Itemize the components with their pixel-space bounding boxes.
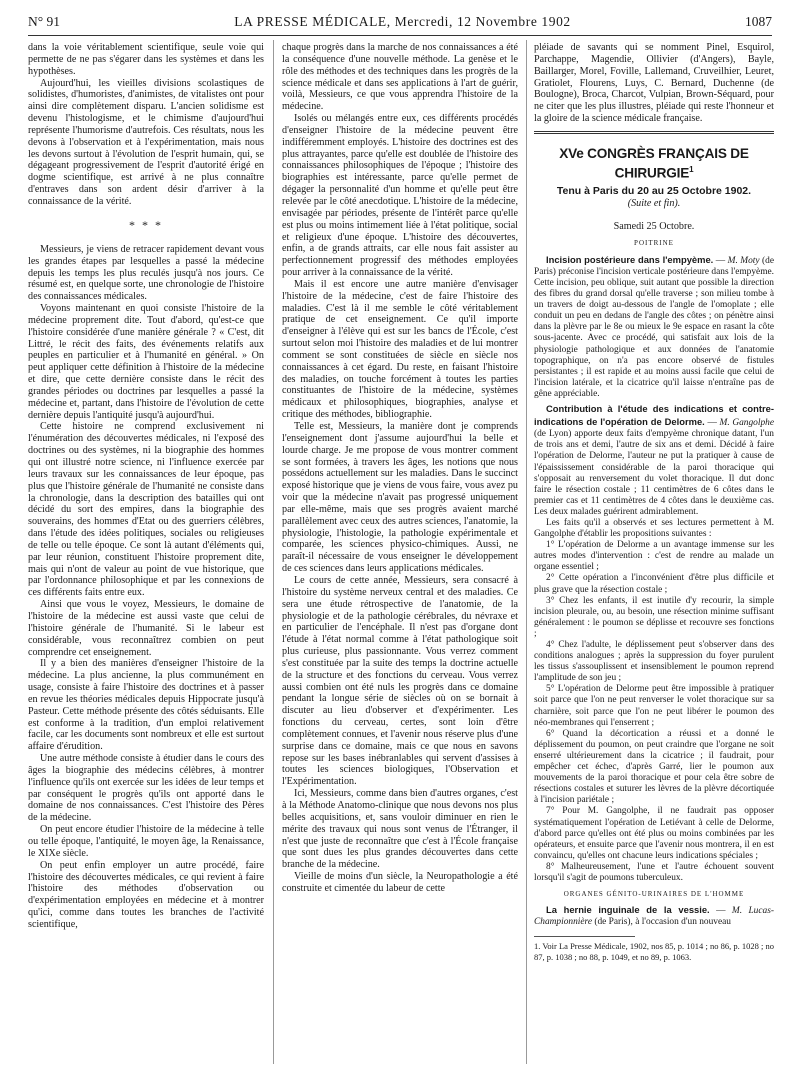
- footnote-rule: [534, 936, 635, 937]
- report-title: La hernie inguinale de la vessie.: [546, 904, 710, 916]
- column-2: [282, 42, 518, 895]
- paragraph: Le cours de cette année, Messieurs, sera consacré à l'histoire du système nerveux central et des maladies. Ce sera une étude rétrospective de l'anatomie, de la physiologie et de la pathologie cérébrales, du névraxe et en particulier de l'encéphale. Il n'est pas d'organe dont l'étude à l'état normal comme à l'état pathologique soit plus curieuse, plus passionnante. Vous verrez comment s'est constituée par la suite des temps la doctrine actuelle de la structure et des fonctions du cerveau. Vous verrez aussi combien ont été nuls les progrès dans ce domaine pendant la longue série de siècles où on se bornait à discuter au lieu d'observer et d'expérimenter. Les fonctions du cerveau, certes, sont loin d'être complètement connues, et l'avenir nous réserve plus d'une surprise dans ce domaine, mais ce que nous en savons repose sur les bases inébranlables qui servent d'assises à toutes les sciences biologiques, l'Observation et l'Expérimentation.: [282, 574, 518, 788]
- report-text: (de Lyon) apporte deux faits d'empyème chronique datant, l'un de trois ans et demi, l'autre de six ans et demi. Décidé à faire l'opération de Delorme, l'auteur ne put la pratiquer à cause de l'épaississement considérable de la paroi thoracique qui s'opposait au renversement du volet thoracique. Il dut donc faire le résection costale ; 11 centimètres de 6 côtes dans le premier cas et 11 centimètres de 4 côtes dans le deuxième cas. Les deux malades guérirent admirablement.: [534, 429, 774, 517]
- column-3: [534, 42, 774, 962]
- paragraph: Les faits qu'il a observés et ses lectures permettent à M. Gangolphe d'établir les propositions suivantes :: [534, 517, 774, 540]
- report-author: M. Lucas-Championnière: [534, 906, 774, 928]
- proposition: 3° Chez les enfants, il est inutile d'y recourir, la simple incision pleurale, ou, au besoin, une résection minime suffisant généralement : le poumon se déplisse et recouvre ses fonctions ;: [534, 595, 774, 639]
- paragraph: Aujourd'hui, les vieilles divisions scolastiques de solidistes, d'humoristes, d'animistes, de vitalistes ont pour ainsi dire complètement disparu. L'ancien solidisme est devenu l'histologisme, et le chimisme d'aujourd'hui représente l'humorisme d'autrefois. Ces résultats, nous les devons à l'observation et à l'expérimentation, mais nous les devons surtout à l'évolution de l'esprit humain, qui, se dégageant progressivement de l'esprit d'autorité érigé en dogme scientifique, est arrivé à ne plus connaître d'entraves dans son ardent désir d'arriver à la connaissance de la vérité.: [28, 77, 264, 207]
- report-author: M. Moty: [727, 255, 760, 266]
- report-title: Contribution à l'étude des indications et contre-indications de l'opération de Delorme.: [534, 403, 774, 428]
- paragraph: Ainsi que vous le voyez, Messieurs, le domaine de l'histoire de la médecine est aussi vaste que celui de l'histoire générale de l'humanité. Si le labeur est considérable, vous reconnaîtrez combien on peut comprendre cet enseignement.: [28, 599, 264, 658]
- report-author: M. Gangolphe: [719, 418, 775, 429]
- header-rule: [28, 35, 772, 36]
- congress-subtitle: Tenu à Paris du 20 au 25 Octobre 1902.: [556, 185, 752, 198]
- section-heading: ORGANES GÉNITO-URINAIRES DE L'HOMME: [563, 890, 745, 899]
- paragraph: Cette histoire ne comprend exclusivement ni l'énumération des découvertes médicales, ni l'exposé des doctrines ou des systèmes, ni la biographie des hommes qui ont illustré notre science, ni l'influence exercée par leurs travaux sur les connaissances de leur époque, pas plus que l'histoire générale de l'humanité ne consiste dans la chronologie, dans la description des batailles qui ont décidé du sort des empires, dans la biographie des souverains, des hommes d'Etat ou des guerriers célèbres, dans l'étude des idées politiques, sociales ou religieuses de telle ou telle époque. Ce sont là autant d'éléments qui, par leur réunion, constituent l'histoire proprement dite, mais qui n'ont de valeur au point de vue historique, que par l'ordonnance philosophique et par les connexions de ces différents faits entre eux.: [28, 421, 264, 599]
- continuation-note: (Suite et fin).: [627, 198, 681, 210]
- column-1: [28, 42, 264, 931]
- paragraph: Isolés ou mélangés entre eux, ces différents procédés d'enseigner l'histoire de la médecine peuvent être indifféremment employés. L'histoire des doctrines est des plus attrayantes, parce qu'elle est doublée de l'histoire des connaissances philosophiques de l'époque ; l'histoire des biographies est intéressante, parce qu'elle permet de dégager la personnalité d'un homme et qu'elle peut être relevée par le côté anecdotique. L'histoire de la médecine, envisagée par périodes, présente de l'intérêt parce qu'elle est plus ou moins intimement liée à l'état politique, social et religieux d'une époque. L'histoire des découvertes, enfin, a de grands attraits, car elle nous fait assister au perfectionnement progressif des méthodes employées pour arriver à la connaissance de la vérité.: [282, 113, 518, 279]
- page-number: 1087: [744, 14, 772, 29]
- proposition: 6° Quand la décortication a réussi et a donné le déplissement du poumon, on peut craindre que l'organe ne soit enserré ultérieurement dans la cicatrice ; il faudrait, pour empêcher cet échec, d'après Garré, lier le poumon aux mouvements de la paroi thoracique et pour cela être sobre de résections costales et suturer les lèvres de la plèvre décortiquée à l'incision pariétale ;: [534, 728, 774, 806]
- paragraph: Il y a bien des manières d'enseigner l'histoire de la médecine. La plus ancienne, la plus communément en usage, consiste à faire l'histoire des doctrines et à passer en revue les théories médicales depuis Hippocrate jusqu'à Pasteur. Cette méthode présente des côtés séduisants. Elle est conforme à la tradition, d'un emploi relativement facile, car les documents sont nombreux et elle est surtout affaire d'érudition.: [28, 658, 264, 753]
- column-divider: [526, 40, 527, 1064]
- paragraph: Une autre méthode consiste à étudier dans le cours des âges la biographie des médecins célèbres, à montrer l'influence qu'ils ont exercée sur les idées de leur temps et par conséquent le progrès qu'ils ont apporté dans le domaine de nos connaissances. C'est l'histoire des Pères de la médecine.: [28, 753, 264, 824]
- proposition: 2° Cette opération a l'inconvénient d'être plus difficile et plus grave que la résection costale ;: [534, 573, 774, 595]
- paragraph: Vieille de moins d'un siècle, la Neuropathologie a été construite et cimentée du labeur de cette: [282, 871, 518, 894]
- congress-title: [534, 146, 774, 182]
- journal-title: LA PRESSE MÉDICALE, Mercredi, 12 Novembre 1902: [234, 14, 571, 29]
- report-empyeme: Incision postérieure dans l'empyème. — M. Moty (de Paris) préconise l'incision verticale postérieure dans l'empyème. Cette incision, peu oblique, suit autant que possible la direction des fibres du grand dorsal qu'elle traverse ; son milieu tombe à un travers de doigt au-dessous de l'angle de l'omoplate ; elle conduit un peu en dedans de l'angle des côtes ; on pénètre ainsi dans la plèvre par le 8e ou mieux le 9e espace en rasant la côte sous-jacente. Avec ce procédé, qui satisfait aux lois de la physiologie pathologique et aux données de l'anatomie topographique, on n'a pas encore observé de fistules persistantes ; il est rapide et au moins aussi facile que celui de l'incision latérale, et la cicatrice qu'il laisse n'entraîne pas de gêne appréciable. Contribution à l'étude des indications et contre-indications de l'opération de Delorme. — M. Gangolphe (de Lyon) apporte deux faits d'empyème chronique datant, l'un de trois ans et demi, l'autre de six ans et demi. Décidé à faire l'opération de Delorme, l'auteur ne put la pratiquer à cause de l'épaississement considérable de la paroi thoracique qui s'opposait au renversement du volet thoracique. Il dut donc faire le résection costale ; 11 centimètres de 6 côtes dans le premier cas et 11 centimètres de 4 côtes dans le deuxième cas. Les deux malades guérirent admirablement. Les faits qu'il a observés et ses lectures permettent à M. Gangolphe d'établir les propositions suivantes : 1° L'opération de Delorme a un avantage immense sur les autres modes d'intervention : c'est de rendre au malade un organe essentiel ; 2° Cette opération a l'inconvénient d'être plus difficile et plus grave que la résection costale ; 3° Chez les enfants, il est inutile d'y recourir, la simple incision pleurale, ou, au besoin, une résection minime suffisant généralement : le poumon se déplisse et recouvre ses fonctions ; 4° Chez l'adulte, le déplissement peut s'observer dans des conditions analogues ; après la suppression du foyer purulent les tissus s'assouplissent et insensiblement le poumon reprend l'amplitude de son jeu ; 5° L'opération de Delorme peut être impossible à pratiquer soit parce que l'on ne peut renverser le volet thoracique sur sa charnière, soit parce que l'on ne peut libérer le poumon des néo-membranes qui l'enserrent ; 6° Quand la décortication a réussi et a donné le déplissement du poumon, on peut craindre que l'organe ne soit enserré ultérieurement dans la cicatrice ; il faudrait, pour empêcher cet échec, d'après Garré, lier le poumon aux mouvements de la paroi thoracique et pour cela être sobre de résections costales et suturer les lèvres de la plèvre décortiquée à l'incision pariétale ; 7° Pour M. Gangolphe, il ne faudrait pas opposer systématiquement l'opération de Letiévant à celle de Delorme, d'abord parce qu'elles ont été plus ou moins combinées par les opérateurs, et ensuite parce que l'avenir nous montrera, il en est convaincu, qu'elles ont chacune leurs indications spéciales ; 8° Malheureusement, l'une et l'autre échouent souvent lorsqu'il s'agit de poumons tuberculeux. ORGANES GÉNITO-URINAIRES DE L'HOMME La hernie inguinale de la vessie. — M. Lucas-Championnière (de Paris), à l'occasion d'un nouveau: [534, 253, 775, 928]
- section-rule: [534, 131, 774, 134]
- paragraph: dans la voie véritablement scientifique, seule voie qui permette de ne pas s'égarer dans les systèmes et dans les hypothèses.: [28, 42, 264, 77]
- paragraph: Ici, Messieurs, comme dans bien d'autres organes, c'est à la Méthode Anatomo-clinique que nous devons nos plus belles acquisitions, et, sans vouloir diminuer en rien le mérite des travaux qui nous sont venus de l'Étranger, il n'est que juste de reconnaître que c'est à l'École française que sont dues les plus grandes découvertes dans cette branche de la médecine.: [282, 788, 518, 871]
- paragraph: chaque progrès dans la marche de nos connaissances a été la conséquence d'une nouvelle méthode. La genèse et le rôle des méthodes et des techniques dans les progrès de la science médicale et dans ses applications à l'art de guérir, voilà, Messieurs, ce que vous apprendra l'histoire de la médecine.: [282, 42, 518, 113]
- column-divider: [273, 40, 274, 1064]
- paragraph: On peut encore étudier l'histoire de la médecine à telle ou telle époque, l'antiquité, le moyen âge, la Renaissance, le XIXe siècle.: [28, 824, 264, 859]
- proposition: 1° L'opération de Delorme a un avantage immense sur les autres modes d'intervention : c'est de rendre au malade un organe essentiel ;: [534, 540, 774, 573]
- section-separator: * * *: [129, 217, 163, 232]
- report-title: Incision postérieure dans l'empyème.: [546, 253, 714, 265]
- paragraph: On peut enfin employer un autre procédé, faire l'histoire des découvertes médicales, ce qui revient à faire l'histoire des méthodes d'observation ou d'expérimentation employées en médecine et à montrer qu'ici, comme dans toutes les branches de l'activité scientifique,: [28, 859, 264, 930]
- section-heading: POITRINE: [634, 238, 674, 247]
- paragraph: Voyons maintenant en quoi consiste l'histoire de la médecine proprement dite. Tout d'abord, qu'est-ce que l'histoire considérée d'une manière générale ? « C'est, dit Littré, le récit des faits, des événements relatifs aux peuples en particulier et à l'humanité en général. » On peut appliquer cette définition à l'histoire de la médecine et dire, que cette dernière consiste dans le récit des grandes périodes ou doctrines par lesquelles a passé la médecine et, partant, dans l'histoire de l'évolution de cette dernière depuis l'antiquité jusqu'à aujourd'hui.: [28, 303, 264, 421]
- page-header: [28, 14, 772, 34]
- session-date: Samedi 25 Octobre.: [613, 221, 695, 233]
- paragraph: pléiade de savants qui se nomment Pinel, Esquirol, Parchappe, Magendie, Ollivier (d'Angers), Bayle, Baillarger, Morel, Foville, Lallemand, Cruveilhier, Leuret, Gratiolet, Flourens, Luys, C. Bernard, Duchenne (de Boulogne), Broca, Charcot, Vulpian, Brown-Séquard, pour ne citer que les plus illustres, pléiade qui reste l'honneur et la gloire de la science médicale française.: [534, 42, 774, 125]
- footnote-ref: 1: [689, 164, 694, 174]
- issue-number: N° 91: [28, 14, 61, 29]
- report-text: (de Paris), à l'occasion d'un nouveau: [594, 917, 731, 928]
- proposition: 8° Malheureusement, l'une et l'autre échouent souvent lorsqu'il s'agit de poumons tuberculeux.: [534, 861, 774, 883]
- paragraph: Mais il est encore une autre manière d'envisager l'histoire de la médecine, c'est de faire l'histoire des maladies. C'est là il me semble le côté véritablement pratique de cet enseignement. Ce qu'il importe d'enseigner à l'élève qui est sur les bancs de l'École, c'est surtout selon moi l'histoire des maladies et de lui montrer comment se sont constituées de siècle en siècle nos connaissances à cet égard. Du reste, en faisant l'histoire des maladies, on touche forcément à toutes les parties constituantes de l'histoire de la médecine, systèmes médicaux et philosophiques, biographies, analyse et critique des méthodes, bibliographie.: [282, 278, 518, 421]
- paragraph: Telle est, Messieurs, la manière dont je comprends l'enseignement dont j'assume aujourd'hui la belle et lourde charge. Je me propose de vous montrer comment se sont formées, à travers les âges, les notions que nous possédons actuellement sur les maladies. Dans le succinct exposé historique que je viens de vous faire, vous avez pu voir que la médecine n'avait pas progressé uniquement par elle-même, mais que ses progrès avaient marché parallèlement avec ceux des autres sciences, l'anatomie, la physiologie, l'histologie, la pathologie expérimentale et comparée, les sciences physico-chimiques. Aussi, ne paraît-il nécessaire de vous enseigner le développement de ces sciences dans leurs applications médicales.: [282, 421, 518, 575]
- paragraph: Messieurs, je viens de retracer rapidement devant vous les grandes étapes par lesquelles a passé la médecine depuis les temps les plus reculés jusqu'à nos jours. Ce résumé est, en quelque sorte, une chronologie de l'histoire des connaissances médicales.: [28, 243, 264, 303]
- proposition: 7° Pour M. Gangolphe, il ne faudrait pas opposer systématiquement l'opération de Letiévant à celle de Delorme, d'abord parce qu'elles ont été plus ou moins combinées par les opérateurs, et ensuite parce que l'avenir nous montrera, il en est convaincu, qu'elles ont chacune leurs indications spéciales ;: [534, 806, 774, 861]
- report-text: (de Paris) préconise l'incision verticale postérieure dans l'empyème. Cette incision, peu oblique, suit autant que possible la direction des fibres du grand dorsal qu'elle traverse ; son milieu tombe à un travers de doigt au-dessous de l'angle de l'omoplate ; elle conduit un peu en dedans de l'angle des côtes ; on pénètre ainsi dans la plèvre par le 8e ou mieux le 9e espace en rasant la côte sous-jacente. Avec ce procédé, qui satisfait aux lois de la physiologie pathologique et aux données de l'anatomie topographique, on n'a pas encore observé de fistules persistantes ; il est rapide et au moins aussi facile que celui de l'incision latérale, et la cicatrice qu'il laisse n'entraîne pas de gêne appréciable.: [534, 255, 775, 399]
- proposition: 5° L'opération de Delorme peut être impossible à pratiquer soit parce que l'on ne peut renverser le volet thoracique sur sa charnière, soit parce que l'on ne peut libérer le poumon des néo-membranes qui l'enserrent ;: [534, 684, 774, 728]
- footnote: 1. Voir La Presse Médicale, 1902, nos 85, p. 1014 ; no 86, p. 1028 ; no 87, p. 1038 ; no 88, p. 1049, et no 89, p. 1063.: [534, 941, 774, 962]
- congress-title-text: XVe CONGRÈS FRANÇAIS DE CHIRURGIE: [559, 145, 749, 181]
- proposition: 4° Chez l'adulte, le déplissement peut s'observer dans des conditions analogues ; après la suppression du foyer purulent les tissus s'assouplissent et insensiblement le poumon reprend l'amplitude de son jeu ;: [534, 640, 774, 684]
